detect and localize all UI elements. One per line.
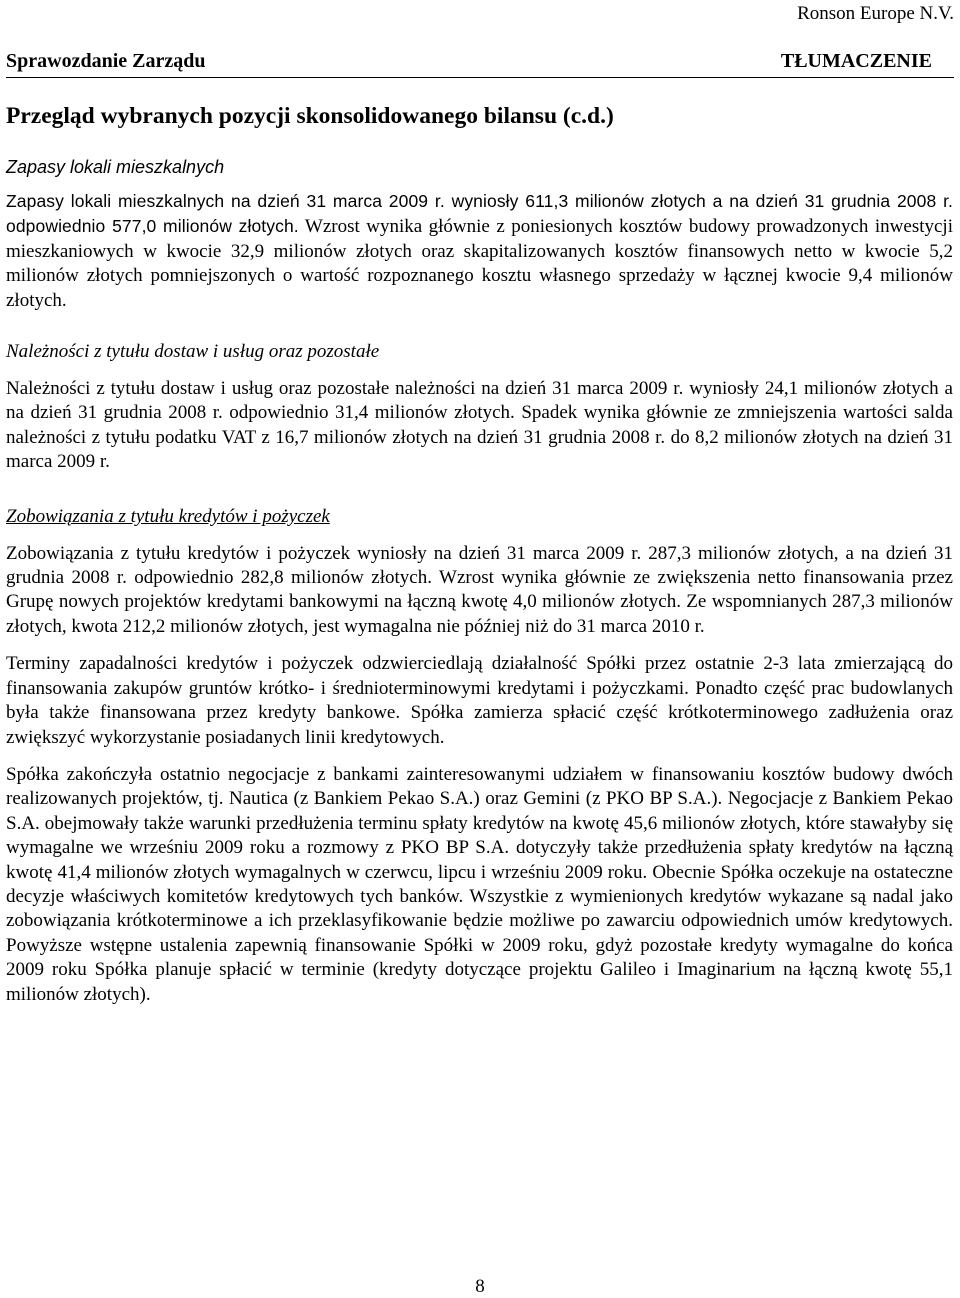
page-heading: Przegląd wybranych pozycji skonsolidowanego bilansu (c.d.) [6,103,614,129]
translation-label: TŁUMACZENIE [780,50,932,72]
section-loans [6,506,953,1007]
report-title: Sprawozdanie Zarządu [6,50,206,72]
section-stock [6,156,953,313]
header-divider [6,77,954,78]
paragraph-stock-part1: Zapasy lokali mieszkalnych na dzień 31 marca 2009 r. wyniosły 611,3 milionów złotych a na dzień 31 grudnia 2008 r. odpowiednio 577,0 milionów złotych. [6,191,953,237]
paragraph-loans-3: Spółka zakończyła ostatnio negocjacje z bankami zainteresowanymi udziałem w finansowaniu kosztów budowy dwóch realizowanych projektów, tj. Nautica (z Bankiem Pekao S.A.) oraz Gemini (z PKO BP S.A.). Negocjacje z Bankiem Pekao S.A. obejmowały także warunki przedłużenia terminu spłaty kredytów na kwotę 45,6 milionów złotych, które stawałyby się wymagalne we wrześniu 2009 roku a rozmowy z PKO BP S.A. dotyczyły także przedłużenia spłaty kredytów na łączną kwotę 41,4 milionów złotych wymagalnych w czerwcu, lipcu i wrześniu 2009 roku. Obecnie Spółka oczekuje na ostateczne decyzje właściwych komitetów kredytowych tych banków. Wszystkie z wymienionych kredytów wykazane są nadal jako zobowiązania krótkoterminowe a ich przeklasyfikowanie będzie możliwe po zawarciu odpowiednich umów kredytowych. Powyższe wstępne ustalenia zapewnią finansowanie Spółki w 2009 roku, gdyż pozostałe kredyty wymagalne do końca 2009 roku Spółka planuje spłacić w terminie (kredyty dotyczące projektu Galileo i Imaginarium na łączną kwotę 55,1 milionów złotych). [6,763,953,1005]
paragraph-stock-part2: Wzrost wynika głównie z poniesionych kosztów budowy prowadzonych inwestycji mieszkaniowych w kwocie 32,9 milionów złotych oraz skapitalizowanych kosztów finansowych netto w kwocie 5,2 milionów złotych pomniejszonych o wartość rozpoznanego kosztu własnego sprzedaży w łącznej kwocie 9,4 milionów złotych. [6,216,953,311]
company-name: Ronson Europe N.V. [797,3,954,24]
paragraph-loans-2: Terminy zapadalności kredytów i pożyczek odzwierciedlają działalność Spółki przez ostatnie 2-3 lata zmierzającą do finansowania zakupów gruntów krótko- i średnioterminowymi kredytami i pożyczkami. Ponadto część prac budowlanych była także finansowana przez kredyty bankowe. Spółka zamierza spłacić część krótkoterminowego zadłużenia oraz zwiększyć wykorzystanie posiadanych linii kredytowych. [6,653,953,748]
document-body [6,156,953,1007]
paragraph-stock [6,189,953,313]
paragraph-loans-1: Zobowiązania z tytułu kredytów i pożyczek wyniosły na dzień 31 marca 2009 r. 287,3 milionów złotych, a na dzień 31 grudnia 2008 r. odpowiednio 282,8 milionów złotych. Wzrost wynika głównie ze zwiększenia netto finansowania przez Grupę nowych projektów kredytami bankowymi na łączną kwotę 4,0 milionów złotych. Ze wspomnianych 287,3 milionów złotych, kwota 212,2 milionów złotych, jest wymagalna nie później niż do 31 marca 2010 r. [6,542,953,637]
section-title-loans: Zobowiązania z tytułu kredytów i pożyczek [6,505,330,527]
page-number: 8 [475,1276,485,1297]
section-title-stock: Zapasy lokali mieszkalnych [6,157,225,177]
section-receivables [6,341,953,475]
section-title-receivables: Należności z tytułu dostaw i usług oraz pozostałe [6,341,380,363]
paragraph-receivables: Należności z tytułu dostaw i usług oraz pozostałe należności na dzień 31 marca 2009 r. wyniosły 24,1 milionów złotych a na dzień 31 grudnia 2008 r. odpowiednio 31,4 milionów złotych. Spadek wynika głównie ze zmniejszenia wartości salda należności z tytułu podatku VAT z 16,7 milionów złotych na dzień 31 grudnia 2008 r. do 8,2 milionów złotych na dzień 31 marca 2009 r. [6,378,953,473]
